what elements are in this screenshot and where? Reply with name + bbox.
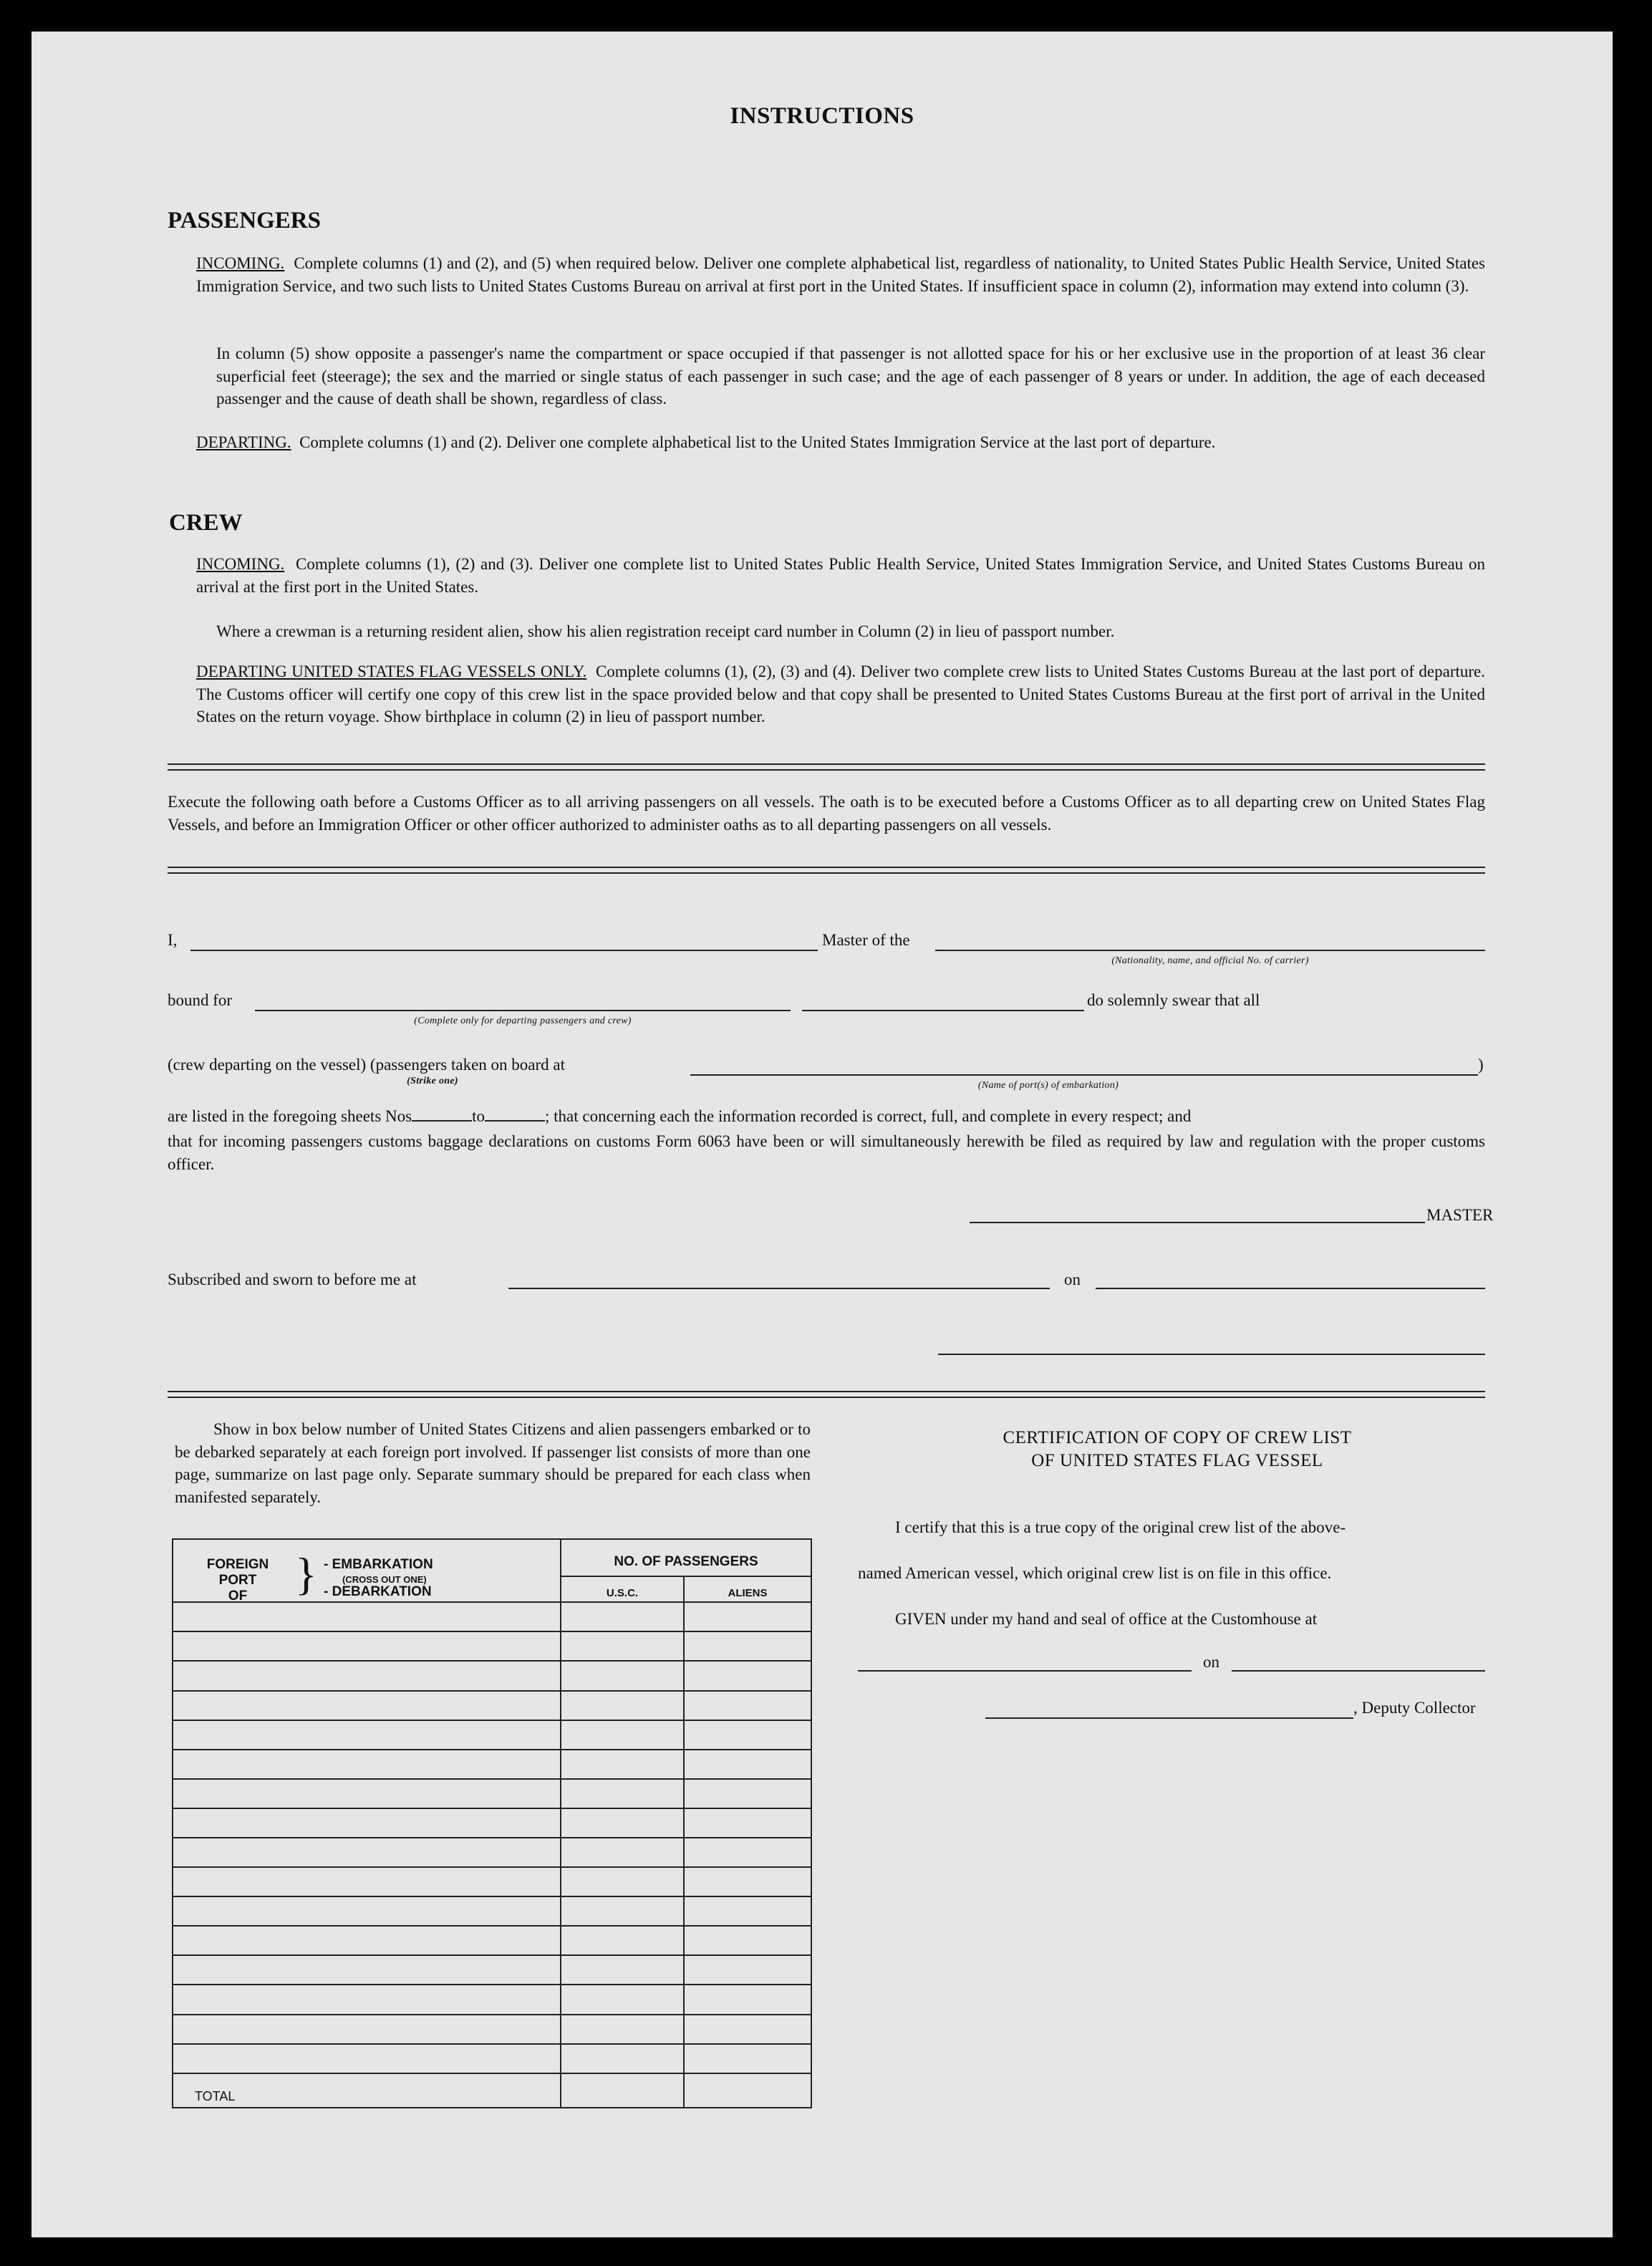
table-row[interactable]: [173, 1750, 811, 1779]
total-row[interactable]: [173, 2073, 811, 2108]
deputy-collector-label: , Deputy Collector: [1353, 1699, 1476, 1717]
master-name-field[interactable]: [190, 950, 818, 951]
table-row[interactable]: [173, 1985, 811, 2014]
embarkation-ports-field[interactable]: [690, 1074, 1478, 1076]
passenger-summary-table: [172, 1538, 812, 2108]
divider: [168, 1391, 1485, 1392]
bound-for-field[interactable]: [255, 1010, 791, 1011]
certification-title-2: OF UNITED STATES FLAG VESSEL: [1031, 1451, 1323, 1470]
passengers-column5: [216, 342, 1485, 410]
passengers-incoming-lead: INCOMING.: [196, 254, 285, 272]
crew-incoming-text: Complete columns (1), (2) and (3). Deliver one complete list to United States Public Health Service, United States Immigration Service, and United States Customs Bureau on arrival at the first port in the United States.: [196, 555, 1486, 596]
divider: [168, 769, 1485, 771]
cross-out-label: (CROSS OUT ONE): [342, 1574, 427, 1585]
sworn-on-label: on: [1064, 1271, 1081, 1288]
swear-label: do solemnly swear that all: [1087, 991, 1260, 1009]
cert-on-label: on: [1203, 1653, 1219, 1671]
table-row[interactable]: [173, 1955, 811, 1985]
sheet-from-field[interactable]: [412, 1109, 472, 1122]
table-row[interactable]: [173, 1926, 811, 1955]
passengers-departing-lead: DEPARTING.: [196, 433, 291, 451]
foreign-port-of: [188, 1557, 288, 1604]
passengers-incoming-text: Complete columns (1) and (2), and (5) when required below. Deliver one complete alphabetical list, regardless of nationality, to United States Public Health Service, United States Immigration Service, and two such lists to United States Customs Bureau on arrival at first port in the United States. If insufficient space in column (2), information may extend into column (3).: [196, 254, 1486, 295]
table-row[interactable]: [173, 1720, 811, 1750]
table-row[interactable]: [173, 2015, 811, 2044]
table-row[interactable]: [173, 1602, 811, 1631]
crew-departing: [196, 660, 1485, 728]
divider: [168, 872, 1485, 874]
table-row[interactable]: [173, 1779, 811, 1808]
crew-resident-text: Where a crewman is a returning resident alien, show his alien registration receipt card number in Column (2) in lieu of passport number.: [216, 622, 1115, 640]
ports-caption: (Name of port(s) of embarkation): [977, 1080, 1119, 1091]
passengers-incoming: [196, 252, 1485, 297]
certification-title-1: CERTIFICATION OF COPY OF CREW LIST: [1003, 1428, 1352, 1447]
customhouse-field[interactable]: [858, 1670, 1192, 1672]
debarkation-label: - DEBARKATION: [324, 1584, 432, 1599]
crew-heading: CREW: [169, 510, 243, 536]
listed-to-label: to: [472, 1107, 485, 1125]
divider: [168, 867, 1485, 868]
of-label: OF: [228, 1588, 248, 1604]
passengers-departing: [196, 431, 1485, 454]
table-row[interactable]: [173, 1808, 811, 1838]
strike-caption: (Strike one): [407, 1076, 458, 1086]
aliens-label: ALIENS: [728, 1587, 768, 1599]
divider: [168, 1397, 1485, 1398]
embarkation-label: - EMBARKATION: [324, 1557, 433, 1572]
crew-departing-text: Complete columns (1), (2), (3) and (4). Deliver two complete crew lists to United States Customs Bureau at the last port of departure. The Customs officer will certify one copy of this crew list in the space provided below and that copy shall be presented to United States Customs Bureau at the first port of arrival in the United States on the return voyage. Show birthplace in column (2) in lieu of passport number.: [196, 662, 1486, 725]
summary-intro: Show in box below number of United States Citizens and alien passengers embarked or to be debarked separately at each foreign port involved. If passenger list consists of more than one page, summarize on last page only. Separate summary should be prepared for each class when manifested separately.: [175, 1420, 811, 1506]
crew-incoming-lead: INCOMING.: [196, 555, 285, 573]
listed-label: are listed in the foregoing sheets Nos: [168, 1107, 412, 1125]
table-row[interactable]: [173, 1691, 811, 1720]
page-title: INSTRUCTIONS: [730, 103, 914, 129]
passengers-header-cell: [561, 1539, 811, 1602]
table-row[interactable]: [173, 1838, 811, 1867]
bound-for-field-2[interactable]: [802, 1010, 1084, 1011]
close-paren: ): [1478, 1056, 1484, 1074]
table-row[interactable]: [173, 2044, 811, 2073]
brace-icon: }: [295, 1548, 317, 1599]
cert-date-field[interactable]: [1232, 1670, 1485, 1672]
table-row[interactable]: [173, 1661, 811, 1690]
certify-line-2: named American vessel, which original crew list is on file in this office.: [858, 1564, 1332, 1582]
passengers-heading: PASSENGERS: [168, 208, 321, 233]
sworn-place-field[interactable]: [508, 1288, 1050, 1289]
bleed-through-text: [1134, 198, 1564, 2060]
sworn-date-field[interactable]: [1096, 1288, 1485, 1289]
document-page: [32, 32, 1613, 2237]
carrier-caption: (Nationality, name, and official No. of carrier): [1111, 955, 1309, 966]
carrier-field[interactable]: [935, 950, 1485, 951]
master-signature-field[interactable]: [970, 1222, 1425, 1223]
table-row[interactable]: [173, 1896, 811, 1926]
passengers-departing-text: Complete columns (1) and (2). Deliver one complete alphabetical list to the United States Immigration Service at the last port of departure.: [299, 433, 1216, 451]
no-of-passengers-label: NO. OF PASSENGERS: [614, 1554, 758, 1569]
certification-title: [855, 1427, 1499, 1472]
listed-line-2: that for incoming passengers customs baggage declarations on customs Form 6063 have been or will simultaneously herewith be filed as required by law and regulation with the proper customs officer.: [168, 1132, 1485, 1173]
oath-intro: Execute the following oath before a Customs Officer as to all arriving passengers on all vessels. The oath is to be executed before a Customs Officer as to all departing crew on United States Flag Vessels, and before an Immigration Officer or other officer authorized to administer oaths as to all departing passengers on all vessels.: [168, 793, 1485, 834]
sheet-to-field[interactable]: [485, 1109, 545, 1122]
master-label: MASTER: [1426, 1206, 1494, 1224]
given-line: GIVEN under my hand and seal of office at the Customhouse at: [895, 1610, 1318, 1628]
table-row[interactable]: [173, 1631, 811, 1661]
divider: [168, 763, 1485, 765]
officer-signature-field[interactable]: [938, 1354, 1485, 1355]
crew-incoming: [196, 553, 1485, 598]
total-label: TOTAL: [195, 2089, 236, 2103]
listed-text: ; that concerning each the information recorded is correct, full, and complete in every respect; and: [544, 1107, 1192, 1125]
listed-line-1: [168, 1107, 1485, 1126]
table-row[interactable]: [173, 1867, 811, 1896]
crew-resident: [216, 620, 1485, 643]
foreign-label: FOREIGN: [206, 1557, 269, 1572]
bound-for-label: bound for: [168, 991, 233, 1009]
crew-departing-lead: DEPARTING UNITED STATES FLAG VESSELS ONLY.: [196, 662, 587, 680]
oath-i-label: I,: [168, 931, 178, 949]
deputy-signature-field[interactable]: [985, 1717, 1353, 1719]
port-label: PORT: [218, 1573, 257, 1588]
bound-for-caption: (Complete only for departing passengers and crew): [414, 1016, 632, 1026]
certify-line-1: I certify that this is a true copy of the original crew list of the above-: [895, 1518, 1346, 1536]
passengers-column5-text: In column (5) show opposite a passenger's name the compartment or space occupied if that passenger is not allotted space for his or her exclusive use in the proportion of at least 36 clear superficial feet (steerage); the sex and the married or single status of each passenger in such case; and the age of each passenger of 8 years or under. In addition, the age of each deceased passenger and the cause of death shall be shown, regardless of class.: [216, 344, 1485, 408]
master-of-label: Master of the: [822, 931, 910, 949]
usc-label: U.S.C.: [606, 1587, 639, 1599]
port-header-cell: [173, 1539, 561, 1602]
subscribed-label: Subscribed and sworn to before me at: [168, 1271, 417, 1288]
crew-departing-label: (crew departing on the vessel) (passengers taken on board at: [168, 1056, 565, 1074]
